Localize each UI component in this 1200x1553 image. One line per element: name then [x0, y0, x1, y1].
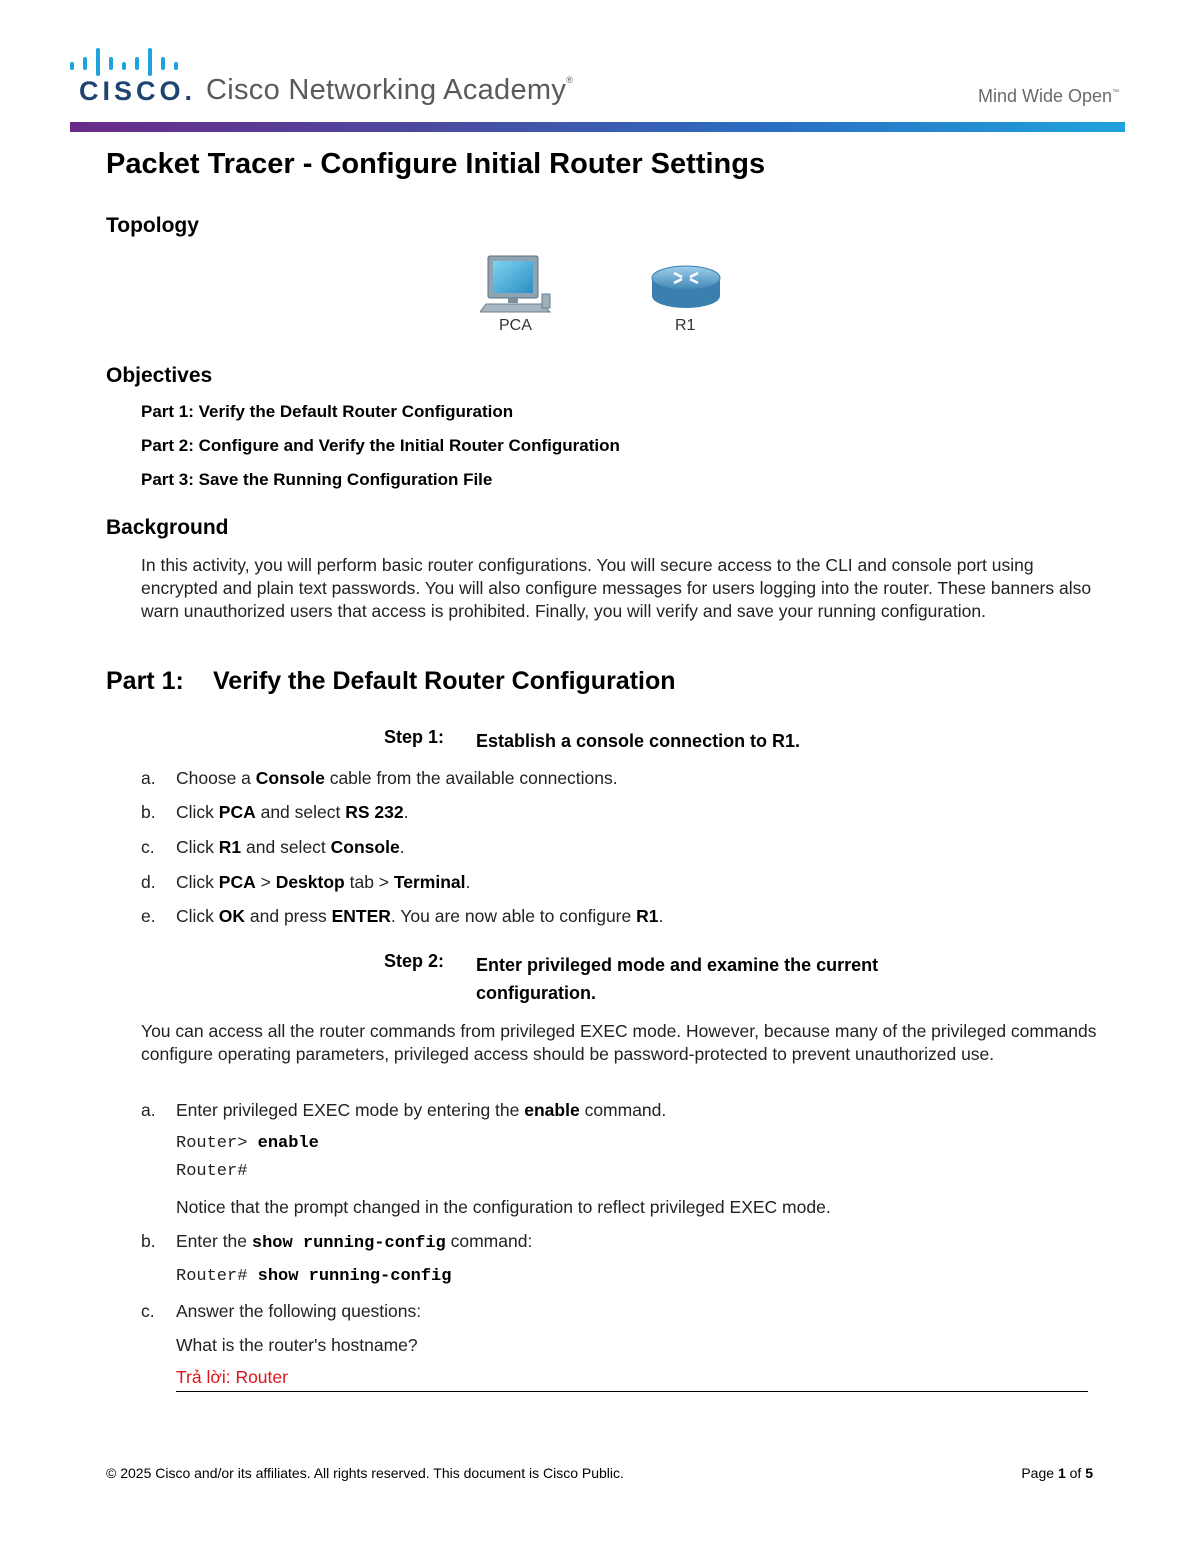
list-item: c. Click R1 and select Console.: [141, 837, 405, 857]
code-line: Router> enable: [176, 1134, 319, 1153]
router-icon: [650, 264, 722, 312]
cisco-wordmark: CISCO.: [79, 76, 197, 106]
objective-item: Part 3: Save the Running Configuration File: [141, 470, 493, 489]
document-title: Packet Tracer - Configure Initial Router Settings: [106, 148, 766, 180]
list-item: c. Answer the following questions:: [141, 1301, 422, 1321]
list-item: a. Choose a Console cable from the available connections.: [141, 768, 618, 788]
cisco-logo-bars-icon: [70, 46, 180, 76]
device-label-r1: R1: [675, 317, 696, 334]
device-label-pca: PCA: [499, 317, 532, 334]
list-item: d. Click PCA > Desktop tab > Terminal.: [141, 872, 471, 892]
list-item: e. Click OK and press ENTER. You are now able to configure R1.: [141, 906, 664, 926]
topology-device-r1: [650, 264, 725, 336]
notice-text: Notice that the prompt changed in the configuration to reflect privileged EXEC mode.: [176, 1197, 831, 1217]
step2-intro: You can access all the router commands from privileged EXEC mode. However, because many of the privileged commands configure operating parameters, privileged access should be password-protected to prevent unauthorized use.: [141, 1021, 1097, 1064]
background-text: In this activity, you will perform basic router configurations. You will secure access to the CLI and console port using encrypted and plain text passwords. You will also configure messages for users logging into the router. These banners also warn unauthorized users that access is prohibited. Finally, you will verify and save your running configuration.: [141, 555, 1092, 621]
tagline: Mind Wide Open™: [978, 86, 1120, 106]
background-heading: Background: [106, 516, 229, 539]
question-text: What is the router's hostname?: [176, 1335, 418, 1355]
answer-field[interactable]: Trả lời: Router: [176, 1367, 1088, 1392]
pc-icon: [480, 254, 556, 316]
objective-item: Part 1: Verify the Default Router Configuration: [141, 402, 514, 421]
academy-name: Cisco Networking Academy®: [206, 74, 574, 106]
step1-heading: Step 1: Establish a console connection to R1.: [384, 727, 801, 751]
step2-heading: Step 2: Enter privileged mode and examine the current configuration.: [384, 951, 879, 1003]
objectives-heading: Objectives: [106, 364, 213, 387]
topology-device-pca: [480, 254, 560, 334]
topology-heading: Topology: [106, 214, 199, 237]
footer-page-number: Page 1 of 5: [1021, 1465, 1093, 1481]
header-gradient-bar: [70, 122, 1125, 132]
footer-copyright: © 2025 Cisco and/or its affiliates. All rights reserved. This document is Cisco Public.: [106, 1465, 624, 1481]
list-item: b. Enter the show running-config command:: [141, 1231, 533, 1253]
list-item: b. Click PCA and select RS 232.: [141, 802, 409, 822]
code-line: Router#: [176, 1162, 248, 1181]
objective-item: Part 2: Configure and Verify the Initial Router Configuration: [141, 436, 620, 455]
list-item: a. Enter privileged EXEC mode by entering the enable command.: [141, 1100, 667, 1120]
part1-heading: Part 1: Verify the Default Router Configuration: [106, 667, 676, 695]
code-line: Router# show running-config: [176, 1267, 452, 1286]
